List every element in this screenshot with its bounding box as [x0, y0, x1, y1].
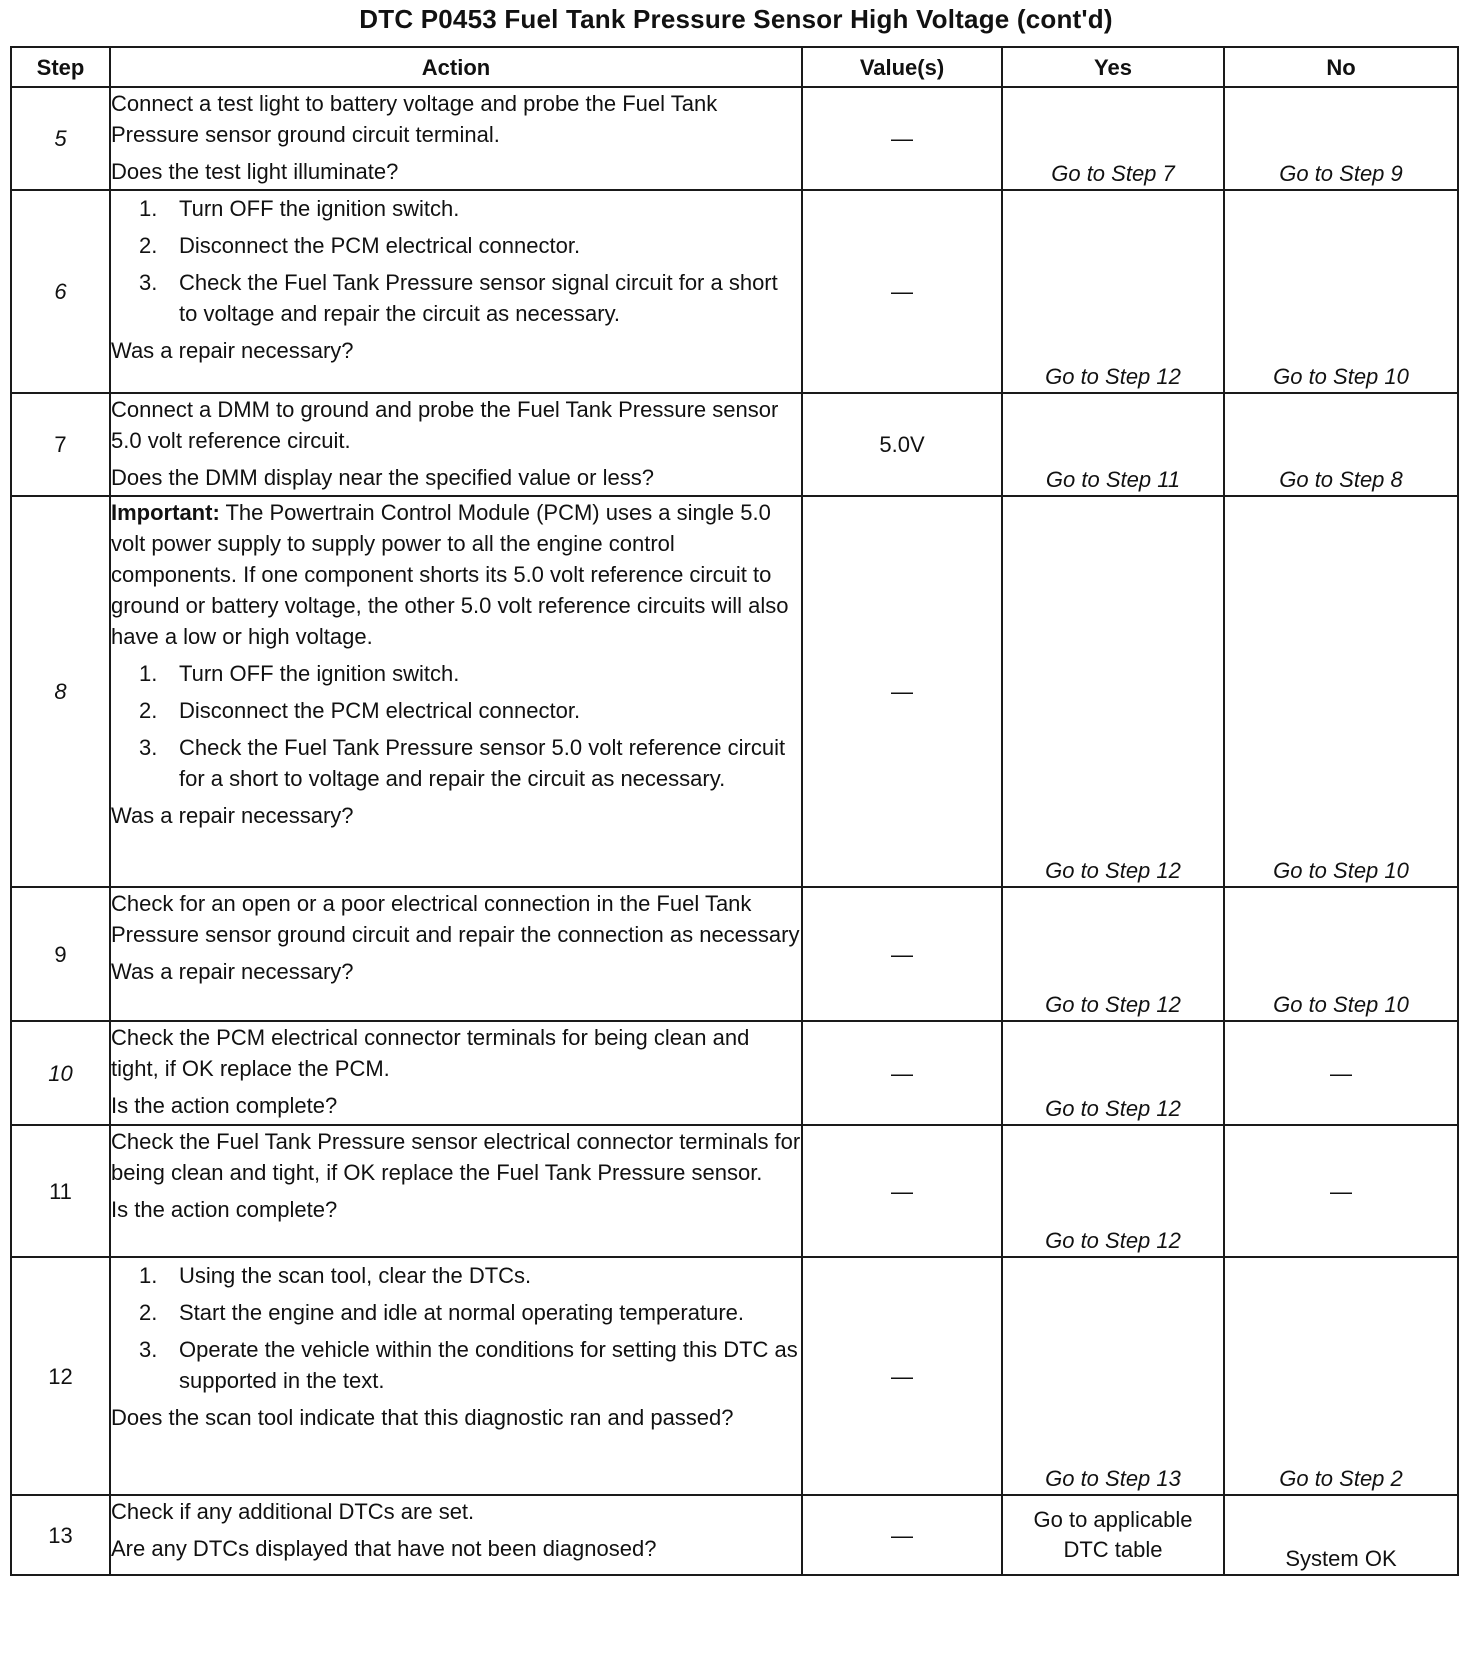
no-result: Go to Step 2 — [1224, 1257, 1458, 1495]
yes-result: Go to Step 11 — [1002, 393, 1224, 496]
action-question: Was a repair necessary? — [111, 338, 354, 363]
action-question: Was a repair necessary? — [111, 803, 354, 828]
list-item: 1. Using the scan tool, clear the DTCs. — [139, 1263, 532, 1288]
value-cell: — — [802, 1257, 1002, 1495]
value-cell: 5.0V — [802, 393, 1002, 496]
list-item: 1. Turn OFF the ignition switch. — [139, 661, 460, 686]
no-result: — — [1224, 1125, 1458, 1257]
table-row — [11, 190, 1458, 393]
yes-result: Go to Step 12 — [1002, 496, 1224, 887]
yes-result: Go to Step 7 — [1002, 87, 1224, 190]
action-text: Check for an open or a poor electrical connection in the Fuel Tank Pressure sensor ground circuit and repair the connection as necessary — [111, 891, 800, 947]
yes-result: Go to Step 13 — [1002, 1257, 1224, 1495]
list-item: 3. Check the Fuel Tank Pressure sensor signal circuit for a short to voltage and repair the circuit as necessary. — [139, 270, 778, 326]
step-number: 13 — [11, 1495, 110, 1575]
no-result: System OK — [1224, 1495, 1458, 1575]
header-values: Value(s) — [802, 47, 1002, 87]
action-question: Is the action complete? — [111, 1093, 338, 1118]
value-cell: — — [802, 190, 1002, 393]
page-title: DTC P0453 Fuel Tank Pressure Sensor High Voltage (cont'd) — [359, 4, 1113, 34]
action-cell — [110, 1125, 802, 1257]
yes-result: Go to applicable DTC table — [1002, 1495, 1224, 1575]
action-question: Does the test light illuminate? — [111, 159, 399, 184]
no-result: Go to Step 10 — [1224, 887, 1458, 1021]
step-number: 6 — [11, 190, 110, 393]
action-text: Check the PCM electrical connector terminals for being clean and tight, if OK replace the PCM. — [111, 1025, 750, 1081]
yes-result: Go to Step 12 — [1002, 190, 1224, 393]
action-cell — [110, 1257, 802, 1495]
action-text: Check if any additional DTCs are set. — [111, 1499, 475, 1524]
step-number: 11 — [11, 1125, 110, 1257]
list-item: 3. Check the Fuel Tank Pressure sensor 5.0 volt reference circuit for a short to voltage and repair the circuit as necessary. — [139, 735, 786, 791]
list-item: 2. Disconnect the PCM electrical connector. — [139, 698, 581, 723]
action-cell — [110, 1495, 802, 1575]
step-number: 10 — [11, 1021, 110, 1125]
no-result: Go to Step 8 — [1224, 393, 1458, 496]
yes-result: Go to Step 12 — [1002, 1125, 1224, 1257]
action-question: Does the scan tool indicate that this diagnostic ran and passed? — [111, 1405, 734, 1430]
action-cell — [110, 87, 802, 190]
action-text: Connect a DMM to ground and probe the Fuel Tank Pressure sensor 5.0 volt reference circuit. — [111, 397, 779, 453]
action-cell — [110, 393, 802, 496]
header-action: Action — [110, 47, 802, 87]
important-note — [111, 497, 801, 652]
value-cell: — — [802, 1125, 1002, 1257]
no-result: — — [1224, 1021, 1458, 1125]
action-question: Was a repair necessary? — [111, 959, 354, 984]
important-label: Important: — [111, 500, 220, 525]
header-yes: Yes — [1002, 47, 1224, 87]
action-text: Check the Fuel Tank Pressure sensor electrical connector terminals for being clean and tight, if OK replace the Fuel Tank Pressure sensor. — [111, 1129, 801, 1185]
table-row — [11, 393, 1458, 496]
value-cell: — — [802, 887, 1002, 1021]
value-cell: — — [802, 496, 1002, 887]
table-row — [11, 1021, 1458, 1125]
header-no: No — [1224, 47, 1458, 87]
no-result: Go to Step 9 — [1224, 87, 1458, 190]
header-step: Step — [11, 47, 110, 87]
table-row — [11, 496, 1458, 887]
table-row — [11, 87, 1458, 190]
diagnostic-table — [10, 46, 1459, 1576]
step-number: 5 — [11, 87, 110, 190]
step-number: 9 — [11, 887, 110, 1021]
procedure-list — [111, 658, 801, 794]
action-question: Is the action complete? — [111, 1197, 338, 1222]
list-item: 1. Turn OFF the ignition switch. — [139, 196, 460, 221]
no-result: Go to Step 10 — [1224, 496, 1458, 887]
table-row — [11, 1495, 1458, 1575]
table-row — [11, 887, 1458, 1021]
action-cell — [110, 887, 802, 1021]
list-item: 3. Operate the vehicle within the conditions for setting this DTC as supported in the text. — [139, 1337, 798, 1393]
yes-result: Go to Step 12 — [1002, 887, 1224, 1021]
important-text: The Powertrain Control Module (PCM) uses a single 5.0 volt power supply to supply power to all the engine control components. If one component shorts its 5.0 volt reference circuit to ground or battery voltage, the other 5.0 volt reference circuits will also have a low or high voltage. — [111, 500, 789, 649]
table-row — [11, 1257, 1458, 1495]
procedure-list — [111, 193, 801, 329]
action-question: Are any DTCs displayed that have not been diagnosed? — [111, 1536, 657, 1561]
procedure-list — [111, 1260, 801, 1396]
step-number: 8 — [11, 496, 110, 887]
step-number: 7 — [11, 393, 110, 496]
list-item: 2. Disconnect the PCM electrical connector. — [139, 233, 581, 258]
action-question: Does the DMM display near the specified value or less? — [111, 465, 654, 490]
yes-result: Go to Step 12 — [1002, 1021, 1224, 1125]
value-cell: — — [802, 1495, 1002, 1575]
action-text: Connect a test light to battery voltage and probe the Fuel Tank Pressure sensor ground circuit terminal. — [111, 91, 718, 147]
value-cell: — — [802, 1021, 1002, 1125]
action-cell — [110, 190, 802, 393]
action-cell — [110, 1021, 802, 1125]
table-row — [11, 1125, 1458, 1257]
no-result: Go to Step 10 — [1224, 190, 1458, 393]
step-number: 12 — [11, 1257, 110, 1495]
action-cell — [110, 496, 802, 887]
table-header-row — [11, 47, 1458, 87]
value-cell: — — [802, 87, 1002, 190]
list-item: 2. Start the engine and idle at normal operating temperature. — [139, 1300, 745, 1325]
